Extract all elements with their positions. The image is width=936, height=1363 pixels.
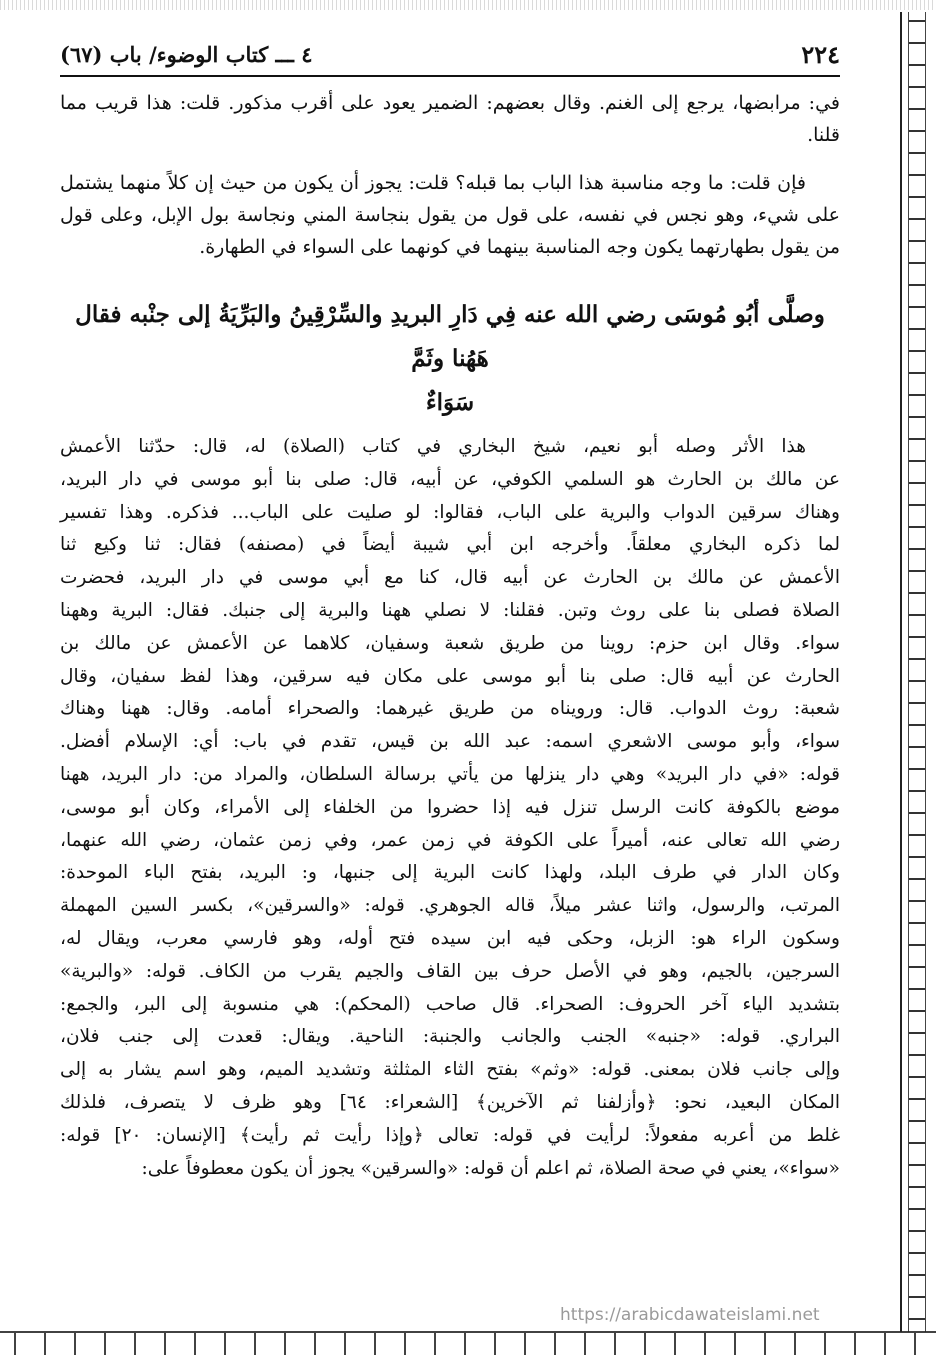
watermark-url: https://arabicdawateislami.net <box>560 1305 820 1325</box>
body-line: «سواء»، يعني في صحة الصلاة، ثم اعلم أن قوله: «والسرقين» يجوز أن يكون معطوفاً على: <box>141 1157 840 1179</box>
body-line: موضع بالكوفة كانت الرسل تنزل فيه إذا حضروا من الخلفاء إلى الأمراء، وكان أبو موسى، <box>60 796 840 818</box>
body-line: البراري. قوله: «جنبه» الجنب والجانب والجنبة: الناحية. ويقال: قعدت إلى جنب فلان، <box>60 1026 840 1048</box>
body-line: قوله: «في دار البريد» وهي دار ينزلها من يأتي برسالة السلطان، والمراد من: دار البريد، ههنا <box>60 763 840 785</box>
body-line: السرجين، بالجيم، وهو في الأصل حرف بين القاف والجيم يقرب من الكاف. قوله: «والبرية» <box>60 960 840 982</box>
commentary-body <box>60 431 840 1185</box>
body-line: وإلى جانب فلان بمعنى. قوله: «وثم» بفتح الثاء المثلثة وتشديد الميم، وهو اسم يشار به إلى <box>60 1059 840 1081</box>
scan-top-border <box>0 0 936 10</box>
running-header <box>60 40 840 77</box>
body-line: سواء، وأبو موسى الاشعري اسمه: عبد الله بن قيس، تقدم في باب: أي: الإسلام أفضل. <box>60 731 840 753</box>
intro-paragraph-2: فإن قلت: ما وجه مناسبة هذا الباب بما قبله؟ قلت: يجوز أن يكون من حيث إن كلاً منهما يشتمل على شيء، وهو نجس في نفسه، على قول من يقول بنجاسة المني ونجاسة بول الإبل، وعلى قول من يقول بطهارتهما يكون وجه المناسبة بينهما في كونهما على السواء في الطهارة. <box>60 172 840 258</box>
body-line: وكان الدار في طرف البلد، ولهذا كانت البرية إلى جنبها، و: البريد، بفتح الباء الموحدة: <box>60 862 840 884</box>
body-line: لما ذكره البخاري معلقاً. وأخرجه ابن أبي شيبة أيضاً في (مصنفه) فقال: ثنا وكيع ثنا <box>60 534 840 556</box>
section-heading <box>60 293 840 425</box>
heading-line-1: وصلَّى أبُو مُوسَى رضي الله عنه فِي دَارِ البريدِ والسِّرْقِينُ والبَرِّيَةُ إلى جنْبه فقال هَهُنا وثَمَّ <box>75 301 825 372</box>
decorative-bottom-border <box>0 1331 936 1355</box>
body-line: الحارث عن أبيه قال: صلى بنا أبو موسى على مكان فيه سرقين، وهذا لفظ سفيان، وقال <box>60 665 840 687</box>
body-line: غلط من أعربه مفعولاً: لرأيت في قوله: تعالى ﴿وإذا رأيت ثم رأيت﴾ [الإنسان: ٢٠] قوله: <box>60 1124 840 1146</box>
body-line: شعبة: روث الدواب. قال: ورويناه من طريق غيرهما: والصحراء أمامه. وقال: ههنا وهناك <box>60 698 840 720</box>
page-number: ٢٢٤ <box>801 40 840 69</box>
body-line: رضي الله تعالى عنه، أميراً على الكوفة في زمن عمر، وفي زمن عثمان، رضي الله عنهما، <box>60 829 840 851</box>
body-line: وهناك سرقين الدواب والبرية على الباب، فقالوا: لو صليت على الباب... فذكره. وهذا تفسير <box>60 501 840 523</box>
border-ornament <box>908 12 926 1332</box>
intro-paragraph-1: في: مرابضها، يرجع إلى الغنم. وقال بعضهم: الضمير يعود على أقرب مذكور. قلت: هذا قريب مما قلنا. <box>60 92 840 146</box>
decorative-right-border <box>900 12 932 1332</box>
book-page <box>60 40 840 1185</box>
body-line: بتشديد الياء آخر الحروف: الصحراء. قال صاحب (المحكم): هي منسوبة إلى البر، والجمع: <box>60 993 840 1015</box>
body-line: عن مالك بن الحارث هو السلمي الكوفي، عن أبيه، قال: صلى بنا أبو موسى في دار البريد، <box>60 468 840 490</box>
body-line: المكان البعيد، نحو: ﴿وأزلفنا ثم الآخرين﴾ [الشعراء: ٦٤] وهو ظرف لا يتصرف، فلذلك <box>60 1091 840 1113</box>
chapter-title: ٤ ـــ كتاب الوضوء/ باب (٦٧) <box>60 42 313 67</box>
heading-line-2: سَوَاءٌ <box>425 389 475 416</box>
body-line: الأعمش عن مالك بن الحارث عن أبيه قال، كنا مع أبي موسى في دار البريد، فحضرت <box>60 567 840 589</box>
body-line: سواء. وقال ابن حزم: روينا من طريق شعبة وسفيان، كلاهما عن الأعمش عن مالك بن <box>60 632 840 654</box>
body-line: المرتب، والرسول، واثنا عشر ميلاً، قاله الجوهري. قوله: «والسرقين»، بكسر السين المهملة <box>60 895 840 917</box>
body-line: هذا الأثر وصله أبو نعيم، شيخ البخاري في كتاب (الصلاة) له، قال: حدّثنا الأعمش <box>60 436 806 457</box>
body-line: وسكون الراء هو: الزبل، وحكى فيه ابن سيده فتح أوله، وهو فارسي معرب، ويقال له، <box>60 927 840 949</box>
body-line: الصلاة فصلى بنا على روث وتبن. فقلنا: لا نصلي ههنا والبرية إلى جنبك. فقال: البرية وههنا <box>60 599 840 621</box>
